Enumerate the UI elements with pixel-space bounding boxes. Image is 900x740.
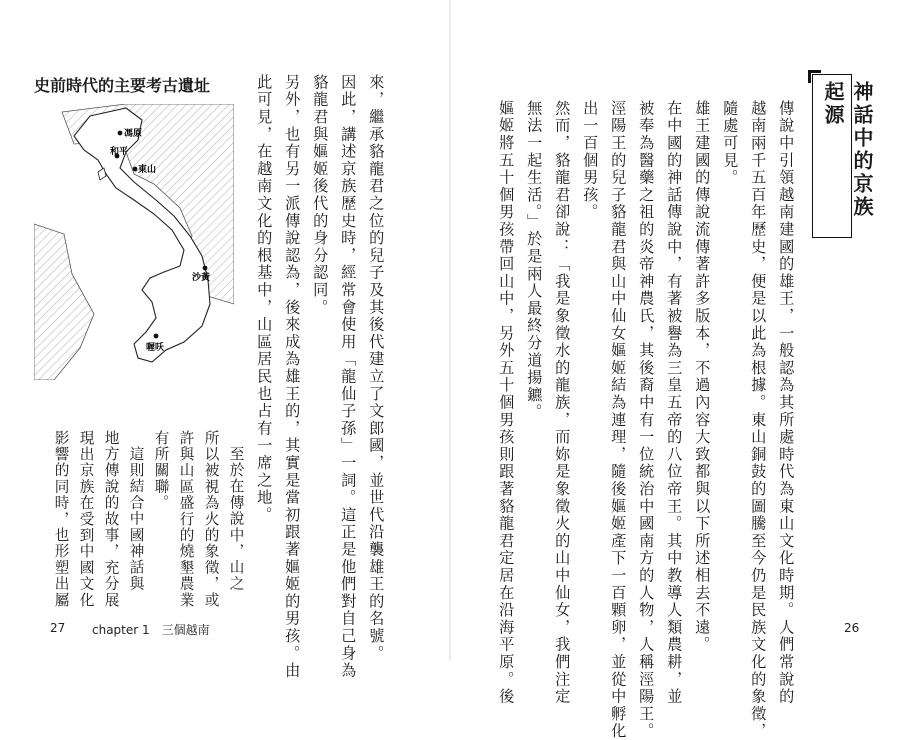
left-bottom-column-5: 這則結合中國神話與 bbox=[127, 446, 145, 592]
left-bottom-column-7: 現出京族在受到中國文化 bbox=[77, 430, 95, 609]
right-text-column-11: 嫗姬將五十個男孩帶回山中，另外五十個男孩則跟著貉龍君定居在沿海平原。後 bbox=[497, 100, 516, 706]
left-bottom-column-6: 地方傳說的故事，充分展 bbox=[102, 430, 120, 609]
section-title-box bbox=[812, 74, 874, 238]
left-text-column-1: 來，繼承貉龍君之位的兒子及其後代建立了文郎國，並世代沿襲雄王的名號。 bbox=[367, 74, 386, 663]
right-text-column-7: 涇陽王的兒子貉龍君與山中仙女嫗姬結為連理，隨後嫗姬產下一百顆卵，並從中孵化 bbox=[609, 100, 628, 740]
left-bottom-column-4: 有所關聯。 bbox=[152, 430, 170, 511]
site-dot-dong-son bbox=[133, 167, 138, 172]
map-title: 史前時代的主要考古遺址 bbox=[34, 76, 211, 95]
left-bottom-column-8: 影響的同時，也形塑出屬 bbox=[52, 430, 70, 609]
map-island bbox=[98, 168, 106, 180]
left-bottom-column-2: 所以被視為火的象徵，或 bbox=[202, 430, 220, 609]
book-gutter bbox=[449, 0, 451, 661]
left-bottom-column-3: 許與山區盛行的燒墾農業 bbox=[177, 430, 195, 609]
site-label-oc-eo: 喔㕭 bbox=[146, 343, 165, 353]
right-text-column-3: 隨處可見。 bbox=[721, 100, 740, 187]
site-dot-feng-yuan bbox=[118, 131, 123, 136]
page-number-right: 26 bbox=[844, 621, 860, 635]
right-text-column-2: 越南兩千五百年歷史，便是以此為根據。東山銅鼓的圖騰至今仍是民族文化的象徵， bbox=[749, 100, 768, 740]
right-text-column-10: 無法一起生活。」於是兩人最終分道揚鑣。 bbox=[525, 100, 544, 422]
site-label-sa-huynh: 沙黃 bbox=[192, 273, 211, 283]
right-text-column-1: 傳說中引領越南建國的雄王，一般認為其所處時代為東山文化時期。人們常說的 bbox=[777, 100, 796, 706]
map-southwest-land bbox=[34, 224, 94, 380]
left-text-column-2: 因此，講述京族歷史時，經常會使用「龍仙子孫」一詞。這正是他們對自己身為 bbox=[339, 74, 358, 680]
left-text-column-5: 此可見，在越南文化的根基中，山區居民也占有一席之地。 bbox=[255, 74, 274, 524]
site-label-hoa-binh: 和平 bbox=[110, 147, 129, 157]
left-text-column-3: 貉龍君與嫗姬後代的身分認同。 bbox=[311, 74, 330, 317]
site-label-feng-yuan: 馮原 bbox=[124, 129, 143, 139]
site-dot-sa-huynh bbox=[203, 266, 208, 271]
right-text-column-4: 雄王建國的傳說流傳著許多版本，不過內容大致都與以下所述相去不遠。 bbox=[693, 100, 712, 654]
archaeological-sites-map bbox=[34, 104, 234, 380]
site-label-dong-son: 東山 bbox=[138, 165, 157, 175]
left-bottom-column-1: 至於在傳說中，山之 bbox=[227, 446, 245, 592]
right-text-column-8: 出一百個男孩。 bbox=[581, 100, 600, 222]
running-head: chapter 1 三個越南 bbox=[92, 623, 210, 637]
right-text-column-6: 被奉為醫藥之祖的炎帝神農氏，其後裔中有一位統治中國南方的人物，人稱涇陽王。 bbox=[637, 100, 656, 740]
section-title: 神話中的京族起源 bbox=[821, 81, 874, 219]
site-dot-oc-eo bbox=[154, 334, 159, 339]
right-text-column-9: 然而，貉龍君卻說：「我是象徵水的龍族，而妳是象徵火的山中仙女，我們注定 bbox=[553, 100, 572, 706]
right-text-column-5: 在中國的神話傳說中，有著被譽為三皇五帝的八位帝王。其中教導人類農耕，並 bbox=[665, 100, 684, 706]
page-number-left: 27 bbox=[50, 621, 66, 635]
left-text-column-4: 另外，也有另一派傳說認為，後來成為雄王的，其實是當初跟著嫗姬的男孩。由 bbox=[283, 74, 302, 680]
